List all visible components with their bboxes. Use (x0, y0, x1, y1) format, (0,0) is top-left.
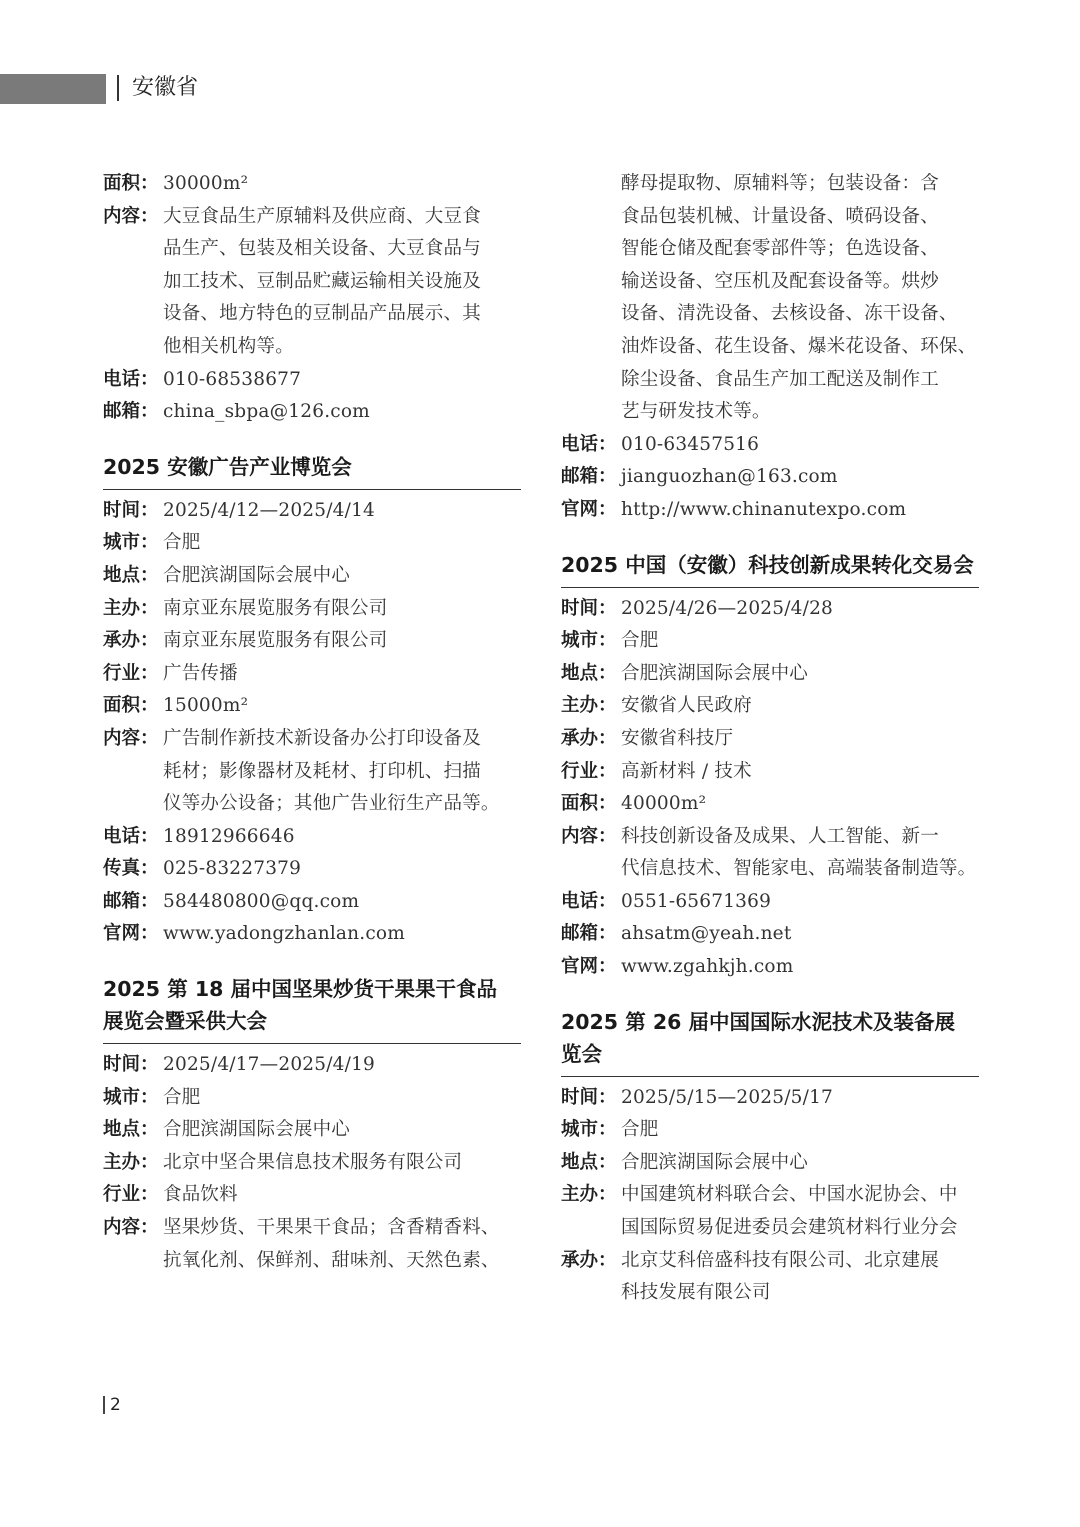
area-label: 面积： (561, 793, 617, 815)
venue-row (103, 1114, 521, 1147)
time-row (103, 495, 521, 528)
content-line: 坚果炒货、干果果干食品；含香精香料、 (163, 1217, 500, 1239)
venue-label: 地点： (103, 564, 159, 586)
website-row (561, 494, 979, 527)
page-number-bar (103, 1396, 105, 1414)
content-line: 设备、地方特色的豆制品产品展示、其 (163, 303, 481, 325)
venue-value: 合肥滨湖国际会展中心 (163, 564, 351, 586)
venue-value: 合肥滨湖国际会展中心 (621, 1151, 809, 1173)
expo-title: 2025 安徽广告产业博览会 (103, 451, 521, 490)
area-row (103, 168, 521, 201)
expo-title-line: 2025 第 18 届中国坚果炒货干果果干食品 (103, 977, 497, 1002)
content-line: 酵母提取物、原辅料等；包装设备：含 (621, 173, 939, 194)
organizer-value: 南京亚东展览服务有限公司 (163, 630, 388, 652)
phone-row (561, 429, 979, 462)
time-label: 时间： (103, 1054, 159, 1076)
content-row (103, 1212, 521, 1245)
content-line: 耗材；影像器材及耗材、打印机、扫描 (163, 760, 481, 782)
venue-row (561, 1147, 979, 1180)
city-value: 合肥 (163, 1086, 201, 1108)
time-value: 2025/4/17—2025/4/19 (163, 1054, 376, 1076)
content-line: 代信息技术、智能家电、高端装备制造等。 (621, 858, 977, 880)
phone-label: 电话： (561, 890, 617, 912)
area-row (103, 690, 521, 723)
phone-row (103, 364, 521, 397)
email-row (103, 886, 521, 919)
host-label: 主办： (103, 1151, 159, 1173)
time-label: 时间： (561, 597, 617, 619)
right-column (561, 168, 979, 1310)
website-label: 官网： (561, 956, 617, 978)
host-label: 主办： (561, 1184, 617, 1206)
website-row (103, 918, 521, 951)
industry-row (103, 1179, 521, 1212)
email-value[interactable]: 584480800@qq.com (163, 890, 360, 912)
content-line: 设备、清洗设备、去核设备、冻干设备、 (621, 303, 958, 325)
city-label: 城市： (561, 1119, 617, 1141)
phone-label: 电话： (103, 825, 159, 847)
host-row (561, 690, 979, 723)
content-row (103, 723, 521, 756)
email-row (561, 918, 979, 951)
host-line: 国国际贸易促进委员会建筑材料行业分会 (621, 1217, 958, 1239)
website-label: 官网： (103, 923, 159, 945)
phone-row (561, 886, 979, 919)
content-row (103, 201, 521, 234)
expo-title (103, 973, 521, 1044)
email-value[interactable]: ahsatm@yeah.net (621, 923, 792, 945)
email-label: 邮箱： (103, 401, 159, 423)
phone-value[interactable]: 18912966646 (163, 825, 295, 847)
content-line: 食品包装机械、计量设备、喷码设备、 (621, 205, 939, 227)
content-label: 内容： (103, 205, 159, 227)
venue-value: 合肥滨湖国际会展中心 (163, 1119, 351, 1141)
city-label: 城市： (103, 1086, 159, 1108)
industry-label: 行业： (561, 760, 617, 782)
left-column (103, 168, 521, 1277)
venue-row (103, 560, 521, 593)
organizer-line: 科技发展有限公司 (621, 1282, 771, 1304)
content-line: 艺与研发技术等。 (621, 401, 771, 423)
website-row (561, 951, 979, 984)
city-row (103, 527, 521, 560)
website-label: 官网： (561, 498, 617, 520)
venue-label: 地点： (103, 1119, 159, 1141)
content-line: 加工技术、豆制品贮藏运输相关设施及 (163, 270, 481, 292)
industry-label: 行业： (103, 1184, 159, 1206)
city-row (103, 1082, 521, 1115)
email-value[interactable]: jianguozhan@163.com (621, 466, 838, 488)
email-value[interactable]: china_sbpa@126.com (163, 401, 370, 423)
email-row (561, 461, 979, 494)
content-line: 抗氧化剂、保鲜剂、甜味剂、天然色素、 (163, 1249, 500, 1271)
organizer-label: 承办： (561, 727, 617, 749)
expo-title-line: 览会 (561, 1041, 602, 1066)
time-label: 时间： (103, 499, 159, 521)
time-row (561, 1082, 979, 1115)
venue-label: 地点： (561, 662, 617, 684)
industry-row (103, 658, 521, 691)
time-row (561, 593, 979, 626)
content-line: 广告制作新技术新设备办公打印设备及 (163, 727, 481, 749)
time-value: 2025/4/12—2025/4/14 (163, 499, 376, 521)
expo-title (561, 1006, 979, 1077)
header-divider (117, 75, 119, 101)
phone-label: 电话： (103, 368, 159, 390)
organizer-row (561, 723, 979, 756)
time-label: 时间： (561, 1086, 617, 1108)
area-label: 面积： (103, 173, 159, 194)
city-row (561, 1114, 979, 1147)
time-row (103, 1049, 521, 1082)
industry-row (561, 756, 979, 789)
venue-label: 地点： (561, 1151, 617, 1173)
phone-value[interactable]: 010-68538677 (163, 368, 302, 390)
phone-value[interactable]: 010-63457516 (621, 433, 760, 455)
organizer-line: 北京艾科倍盛科技有限公司、北京建展 (621, 1249, 939, 1271)
organizer-label: 承办： (561, 1249, 617, 1271)
area-value: 40000m² (621, 793, 707, 815)
host-row (561, 1179, 979, 1212)
city-value: 合肥 (163, 532, 201, 554)
content-line: 油炸设备、花生设备、爆米花设备、环保、 (621, 335, 977, 357)
host-value: 北京中坚合果信息技术服务有限公司 (163, 1151, 463, 1173)
expo-title-line: 展览会暨采供大会 (103, 1009, 267, 1034)
venue-row (561, 658, 979, 691)
industry-value: 高新材料 / 技术 (621, 760, 752, 782)
content-line: 他相关机构等。 (163, 335, 294, 357)
host-row (103, 1147, 521, 1180)
industry-label: 行业： (103, 662, 159, 684)
host-label: 主办： (103, 597, 159, 619)
content-line: 除尘设备、食品生产加工配送及制作工 (621, 368, 939, 390)
area-value: 15000m² (163, 695, 249, 717)
fax-label: 传真： (103, 858, 159, 880)
area-row (561, 788, 979, 821)
host-value: 安徽省人民政府 (621, 695, 752, 717)
host-row (103, 593, 521, 626)
phone-row (103, 821, 521, 854)
organizer-row (561, 1245, 979, 1278)
content-line: 输送设备、空压机及配套设备等。烘炒 (621, 270, 939, 292)
header-accent-bar (0, 74, 106, 104)
expo-title: 2025 中国（安徽）科技创新成果转化交易会 (561, 549, 979, 588)
expo-title-line: 2025 第 26 届中国国际水泥技术及装备展 (561, 1009, 955, 1034)
content-line: 大豆食品生产原辅料及供应商、大豆食 (163, 205, 481, 227)
website-link[interactable]: http://www.chinanutexpo.com (621, 498, 907, 520)
host-value: 南京亚东展览服务有限公司 (163, 597, 388, 619)
host-line: 中国建筑材料联合会、中国水泥协会、中 (621, 1184, 958, 1206)
phone-value[interactable]: 0551-65671369 (621, 890, 772, 912)
city-value: 合肥 (621, 630, 659, 652)
phone-label: 电话： (561, 433, 617, 455)
city-label: 城市： (561, 630, 617, 652)
website-link[interactable]: www.zgahkjh.com (621, 956, 794, 978)
industry-value: 食品饮料 (163, 1184, 238, 1206)
content-label: 内容： (103, 727, 159, 749)
area-value: 30000m² (163, 173, 249, 194)
city-value: 合肥 (621, 1119, 659, 1141)
email-label: 邮箱： (103, 890, 159, 912)
content-line: 科技创新设备及成果、人工智能、新一 (621, 825, 939, 847)
content-row (561, 821, 979, 854)
page-header-title: 安徽省 (132, 75, 199, 100)
content-label: 内容： (561, 825, 617, 847)
host-label: 主办： (561, 695, 617, 717)
email-row (103, 396, 521, 429)
industry-value: 广告传播 (163, 662, 238, 684)
fax-row (103, 853, 521, 886)
email-label: 邮箱： (561, 923, 617, 945)
area-label: 面积： (103, 695, 159, 717)
city-row (561, 625, 979, 658)
page-number: 2 (110, 1395, 121, 1415)
content-line: 仪等办公设备；其他广告业衍生产品等。 (163, 793, 500, 815)
content-line: 品生产、包装及相关设备、大豆食品与 (163, 238, 481, 260)
organizer-row (103, 625, 521, 658)
fax-value: 025-83227379 (163, 858, 302, 880)
time-value: 2025/5/15—2025/5/17 (621, 1086, 834, 1108)
content-label: 内容： (103, 1217, 159, 1239)
organizer-value: 安徽省科技厅 (621, 727, 734, 749)
content-line: 智能仓储及配套零部件等；色选设备、 (621, 238, 939, 260)
email-label: 邮箱： (561, 466, 617, 488)
city-label: 城市： (103, 532, 159, 554)
website-link[interactable]: www.yadongzhanlan.com (163, 923, 405, 945)
venue-value: 合肥滨湖国际会展中心 (621, 662, 809, 684)
organizer-label: 承办： (103, 630, 159, 652)
time-value: 2025/4/26—2025/4/28 (621, 597, 834, 619)
